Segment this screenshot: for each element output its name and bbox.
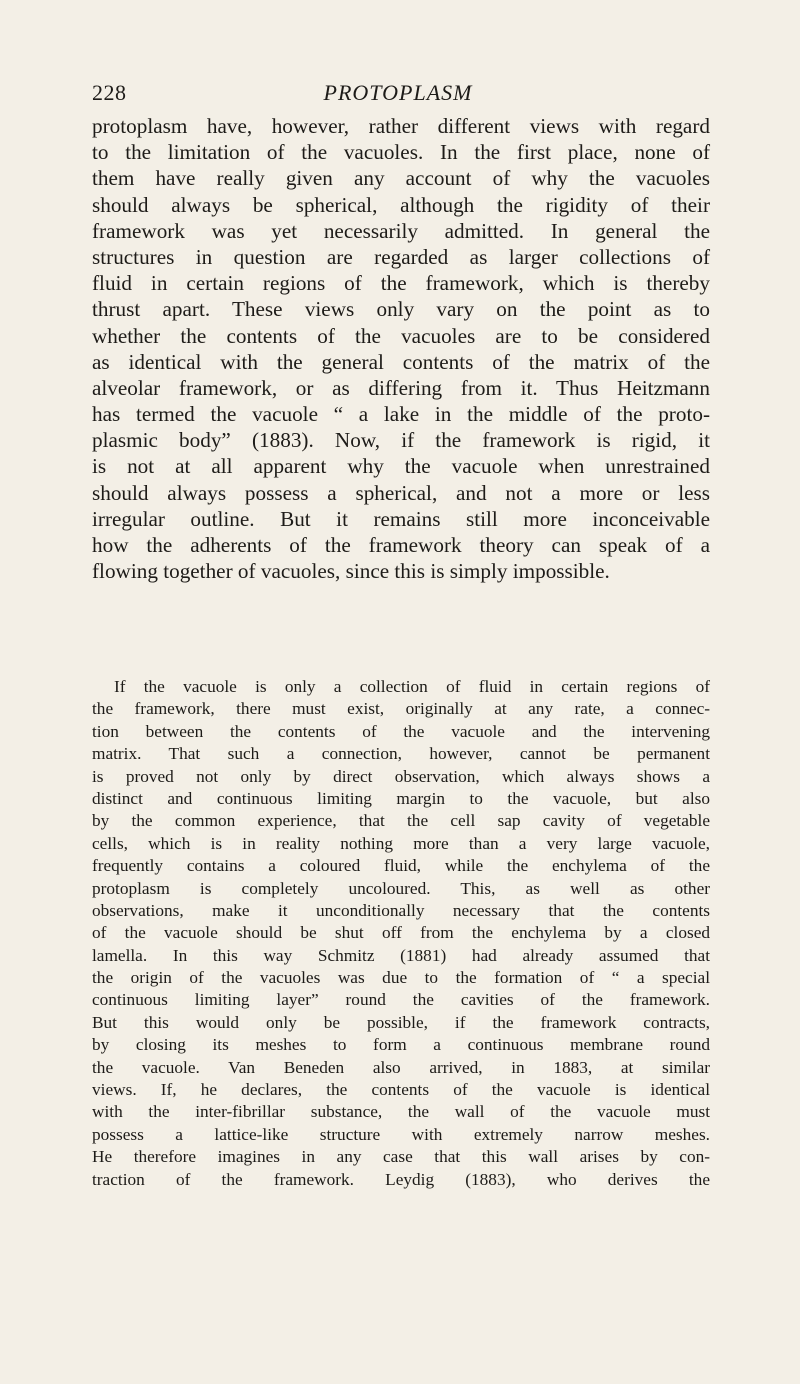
text-line: should always be spherical, although the rigidity of their	[92, 192, 710, 217]
small-text-line: by the common experience, that the cell sap cavity of vegetable	[92, 811, 710, 831]
text-line: is not at all apparent why the vacuole when unrestrained	[92, 454, 710, 479]
page-header	[92, 78, 704, 108]
page-number: 228	[92, 80, 127, 105]
small-text-line: cells, which is in reality nothing more than a very large vacuole,	[92, 833, 710, 853]
small-text-line: But this would only be possible, if the framework contracts,	[92, 1012, 710, 1032]
text-line: to the limitation of the vacuoles. In the first place, none of	[92, 140, 710, 165]
small-text-line: views. If, he declares, the contents of the vacuole is identical	[92, 1080, 710, 1100]
text-line: irregular outline. But it remains still more inconceivable	[92, 506, 710, 531]
small-text-line: traction of the framework. Leydig (1883), who derives the	[92, 1169, 710, 1189]
small-text-line: with the inter-fibrillar substance, the wall of the vacuole must	[92, 1102, 710, 1122]
text-line: them have really given any account of why the vacuoles	[92, 166, 710, 191]
text-line: flowing together of vacuoles, since this is simply impossible.	[92, 559, 610, 584]
text-line: as identical with the general contents of the matrix of the	[92, 349, 710, 374]
text-line: framework was yet necessarily admitted. In general the	[92, 218, 710, 243]
main-paragraph	[92, 113, 710, 584]
small-print-paragraph	[92, 676, 710, 1191]
text-line: protoplasm have, however, rather different views with regard	[92, 114, 710, 138]
text-line: alveolar framework, or as differing from it. Thus Heitzmann	[92, 375, 710, 400]
text-line: fluid in certain regions of the framework, which is thereby	[92, 271, 710, 296]
text-line: plasmic body” (1883). Now, if the framework is rigid, it	[92, 428, 710, 453]
text-line: structures in question are regarded as larger collections of	[92, 244, 710, 269]
small-text-line: continuous limiting layer” round the cavities of the framework.	[92, 990, 710, 1010]
small-text-line: the vacuole. Van Beneden also arrived, in 1883, at similar	[92, 1057, 710, 1077]
small-text-line: lamella. In this way Schmitz (1881) had already assumed that	[92, 945, 710, 965]
text-line: whether the contents of the vacuoles are to be considered	[92, 323, 710, 348]
small-text-line: If the vacuole is only a collection of fluid in certain regions of	[114, 677, 710, 696]
small-text-line: frequently contains a coloured fluid, while the enchylema of the	[92, 856, 710, 876]
small-text-line: the origin of the vacuoles was due to the formation of “ a special	[92, 968, 710, 988]
small-text-line: possess a lattice-like structure with extremely narrow meshes.	[92, 1124, 710, 1144]
text-line: has termed the vacuole “ a lake in the middle of the proto-	[92, 402, 710, 427]
small-text-line: protoplasm is completely uncoloured. This, as well as other	[92, 878, 710, 898]
small-text-line: by closing its meshes to form a continuous membrane round	[92, 1035, 710, 1055]
small-text-line: observations, make it unconditionally necessary that the contents	[92, 900, 710, 920]
running-title: PROTOPLASM	[323, 80, 473, 105]
small-text-line: is proved not only by direct observation, which always shows a	[92, 766, 710, 786]
small-text-line: the framework, there must exist, originally at any rate, a connec-	[92, 699, 710, 719]
text-line: thrust apart. These views only vary on the point as to	[92, 297, 710, 322]
small-text-line: He therefore imagines in any case that this wall arises by con-	[92, 1147, 710, 1167]
small-text-line: of the vacuole should be shut off from the enchylema by a closed	[92, 923, 710, 943]
text-line: how the adherents of the framework theory can speak of a	[92, 533, 710, 557]
text-line: should always possess a spherical, and not a more or less	[92, 480, 710, 505]
small-text-line: distinct and continuous limiting margin to the vacuole, but also	[92, 788, 710, 808]
small-text-line: tion between the contents of the vacuole and the intervening	[92, 721, 710, 741]
small-text-line: matrix. That such a connection, however, cannot be permanent	[92, 744, 710, 764]
